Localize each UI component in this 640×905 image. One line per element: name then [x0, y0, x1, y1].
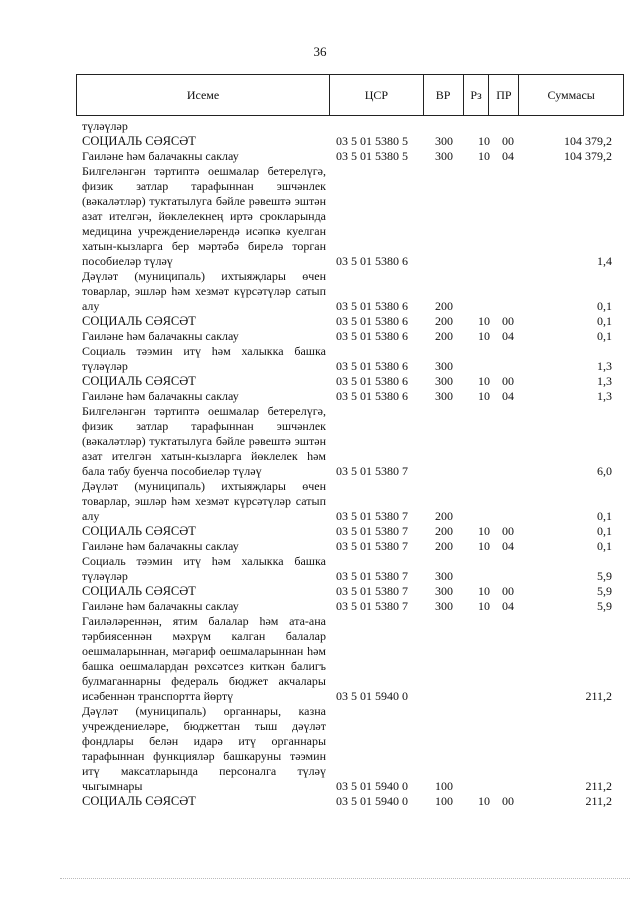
row-name: түләүләр — [82, 119, 128, 133]
row-csr: 03 5 01 5380 5 — [336, 149, 408, 163]
table-row — [82, 149, 612, 164]
table-row — [82, 599, 612, 614]
row-pr: 00 — [502, 134, 514, 148]
header-vr: ВР — [424, 75, 464, 115]
row-rz: 10 — [478, 314, 490, 328]
row-sum: 211,2 — [585, 779, 612, 793]
table-row — [82, 479, 612, 524]
table-row — [82, 344, 612, 374]
row-sum: 1,3 — [597, 389, 612, 403]
row-name: Социаль тәэмин итү һәм халыкка башка түләүләр — [82, 344, 326, 373]
table-row — [82, 374, 612, 389]
row-vr: 100 — [435, 779, 453, 793]
row-vr: 100 — [435, 794, 453, 808]
row-sum: 1,4 — [597, 254, 612, 268]
row-rz: 10 — [478, 149, 490, 163]
row-csr: 03 5 01 5380 7 — [336, 569, 408, 583]
row-sum: 0,1 — [597, 509, 612, 523]
header-name: Исеме — [77, 75, 330, 115]
page-number: 36 — [313, 44, 327, 59]
row-pr: 00 — [502, 794, 514, 808]
row-pr: 00 — [502, 584, 514, 598]
header-csr: ЦСР — [330, 75, 424, 115]
row-name: Билгеләнгән тәртиптә оешмалар бетерелүгә, физик затлар тарафыннан эшчәнлек (вәкаләтләр) туктатылуга бәйле рәвештә эштән азат ителгән, йөклелекнең иртә срокларында медицина учреждениеләрендә исәпкә куелган хатын-кызларга бер мәртәбә бирелә торган пособиеләр түләү — [82, 164, 326, 268]
row-name: СОЦИАЛЬ СӘЯСӘТ — [82, 374, 196, 388]
row-csr: 03 5 01 5380 6 — [336, 314, 408, 328]
row-pr: 04 — [502, 539, 514, 553]
header-rz: Рз — [464, 75, 490, 115]
header-sum: Суммасы — [547, 87, 595, 102]
row-name: Дәүләт (муниципаль) ихтыяҗлары өчен товарлар, эшләр һәм хезмәт күрсәтүләр сатып алу — [82, 479, 326, 523]
row-rz: 10 — [478, 329, 490, 343]
row-vr: 200 — [435, 299, 453, 313]
row-name: Гаиләләреннән, ятим балалар һәм ата-ана тәрбиясеннән мәхрүм калган балалар оешмаларыннан, мәгариф оешмаларыннан һәм башка оешмалардан рөхсәтсез киткән балигъ булмаганнарны федераль бюджет акчалары исәбеннән транспортта йөртү — [82, 614, 326, 703]
row-vr: 200 — [435, 314, 453, 328]
table-row — [82, 614, 612, 704]
row-csr: 03 5 01 5380 6 — [336, 359, 408, 373]
table-row — [82, 554, 612, 584]
row-sum: 211,2 — [585, 689, 612, 703]
row-rz: 10 — [478, 599, 490, 613]
row-pr: 00 — [502, 314, 514, 328]
footer-divider — [60, 878, 630, 879]
table-row — [82, 524, 612, 539]
row-csr: 03 5 01 5380 5 — [336, 134, 408, 148]
row-rz: 10 — [478, 539, 490, 553]
table-row — [82, 539, 612, 554]
row-vr: 300 — [435, 584, 453, 598]
row-csr: 03 5 01 5380 6 — [336, 374, 408, 388]
table-row — [82, 329, 612, 344]
row-vr: 300 — [435, 599, 453, 613]
row-csr: 03 5 01 5380 7 — [336, 539, 408, 553]
table-row — [82, 119, 612, 134]
row-name: Дәүләт (муниципаль) ихтыяҗлары өчен товарлар, эшләр һәм хезмәт күрсәтүләр сатып алу — [82, 269, 326, 313]
row-csr: 03 5 01 5940 0 — [336, 779, 408, 793]
table-row — [82, 164, 612, 269]
row-name: Гаиләне һәм балачакны саклау — [82, 149, 239, 163]
row-name: СОЦИАЛЬ СӘЯСӘТ — [82, 584, 196, 598]
row-csr: 03 5 01 5380 6 — [336, 299, 408, 313]
table-row — [82, 794, 612, 809]
row-csr: 03 5 01 5380 6 — [336, 389, 408, 403]
row-sum: 104 379,2 — [564, 149, 612, 163]
row-sum: 1,3 — [597, 359, 612, 373]
row-name: Гаиләне һәм балачакны саклау — [82, 329, 239, 343]
row-csr: 03 5 01 5380 7 — [336, 509, 408, 523]
header-pr: ПР — [489, 75, 519, 115]
row-name: Билгеләнгән тәртиптә оешмалар бетерелүгә, физик затлар тарафыннан эшчәнлек (вәкаләтләр) туктатылуга бәйле рәвештә эштән азат ителгән хатын-кызларга йөклелек һәм бала табу буенча пособиеләр түләү — [82, 404, 326, 478]
row-sum: 5,9 — [597, 584, 612, 598]
row-name: Гаиләне һәм балачакны саклау — [82, 599, 239, 613]
row-sum: 0,1 — [597, 299, 612, 313]
row-vr: 300 — [435, 374, 453, 388]
table-body — [82, 119, 612, 809]
row-pr: 04 — [502, 329, 514, 343]
row-name: СОЦИАЛЬ СӘЯСӘТ — [82, 134, 196, 148]
table-header — [76, 74, 624, 116]
row-name: Дәүләт (муниципаль) органнары, казна учреждениеләре, бюджеттан тыш дәүләт фондлары белән идарә итү органнары тарафыннан функцияләр башкаруны тәэмин итү максатларында персоналга түләү чыгымнары — [82, 704, 326, 793]
row-rz: 10 — [478, 374, 490, 388]
table-row — [82, 704, 612, 794]
row-sum: 211,2 — [585, 794, 612, 808]
table-row — [82, 134, 612, 149]
row-csr: 03 5 01 5380 7 — [336, 584, 408, 598]
row-sum: 6,0 — [597, 464, 612, 478]
row-pr: 00 — [502, 524, 514, 538]
row-sum: 0,1 — [597, 314, 612, 328]
row-vr: 300 — [435, 134, 453, 148]
row-sum: 104 379,2 — [564, 134, 612, 148]
row-sum: 5,9 — [597, 569, 612, 583]
row-csr: 03 5 01 5380 7 — [336, 599, 408, 613]
row-vr: 200 — [435, 539, 453, 553]
row-pr: 04 — [502, 149, 514, 163]
table-row — [82, 314, 612, 329]
row-name: СОЦИАЛЬ СӘЯСӘТ — [82, 314, 196, 328]
table-row — [82, 389, 612, 404]
row-name: СОЦИАЛЬ СӘЯСӘТ — [82, 794, 196, 808]
row-pr: 04 — [502, 599, 514, 613]
row-sum: 0,1 — [597, 329, 612, 343]
row-rz: 10 — [478, 584, 490, 598]
table-row — [82, 269, 612, 314]
row-vr: 300 — [435, 149, 453, 163]
row-csr: 03 5 01 5940 0 — [336, 794, 408, 808]
row-sum: 1,3 — [597, 374, 612, 388]
row-sum: 5,9 — [597, 599, 612, 613]
table-row — [82, 584, 612, 599]
row-vr: 300 — [435, 569, 453, 583]
row-vr: 200 — [435, 524, 453, 538]
table-row — [82, 404, 612, 479]
row-rz: 10 — [478, 134, 490, 148]
row-csr: 03 5 01 5380 7 — [336, 464, 408, 478]
row-pr: 04 — [502, 389, 514, 403]
row-name: Социаль тәэмин итү һәм халыкка башка түләүләр — [82, 554, 326, 583]
row-vr: 300 — [435, 359, 453, 373]
row-name: Гаиләне һәм балачакны саклау — [82, 539, 239, 553]
row-vr: 200 — [435, 509, 453, 523]
row-sum: 0,1 — [597, 524, 612, 538]
row-sum: 0,1 — [597, 539, 612, 553]
row-csr: 03 5 01 5380 6 — [336, 329, 408, 343]
row-name: Гаиләне һәм балачакны саклау — [82, 389, 239, 403]
row-pr: 00 — [502, 374, 514, 388]
row-csr: 03 5 01 5940 0 — [336, 689, 408, 703]
row-rz: 10 — [478, 389, 490, 403]
row-rz: 10 — [478, 524, 490, 538]
row-vr: 200 — [435, 329, 453, 343]
row-name: СОЦИАЛЬ СӘЯСӘТ — [82, 524, 196, 538]
row-rz: 10 — [478, 794, 490, 808]
row-vr: 300 — [435, 389, 453, 403]
row-csr: 03 5 01 5380 7 — [336, 524, 408, 538]
row-csr: 03 5 01 5380 6 — [336, 254, 408, 268]
